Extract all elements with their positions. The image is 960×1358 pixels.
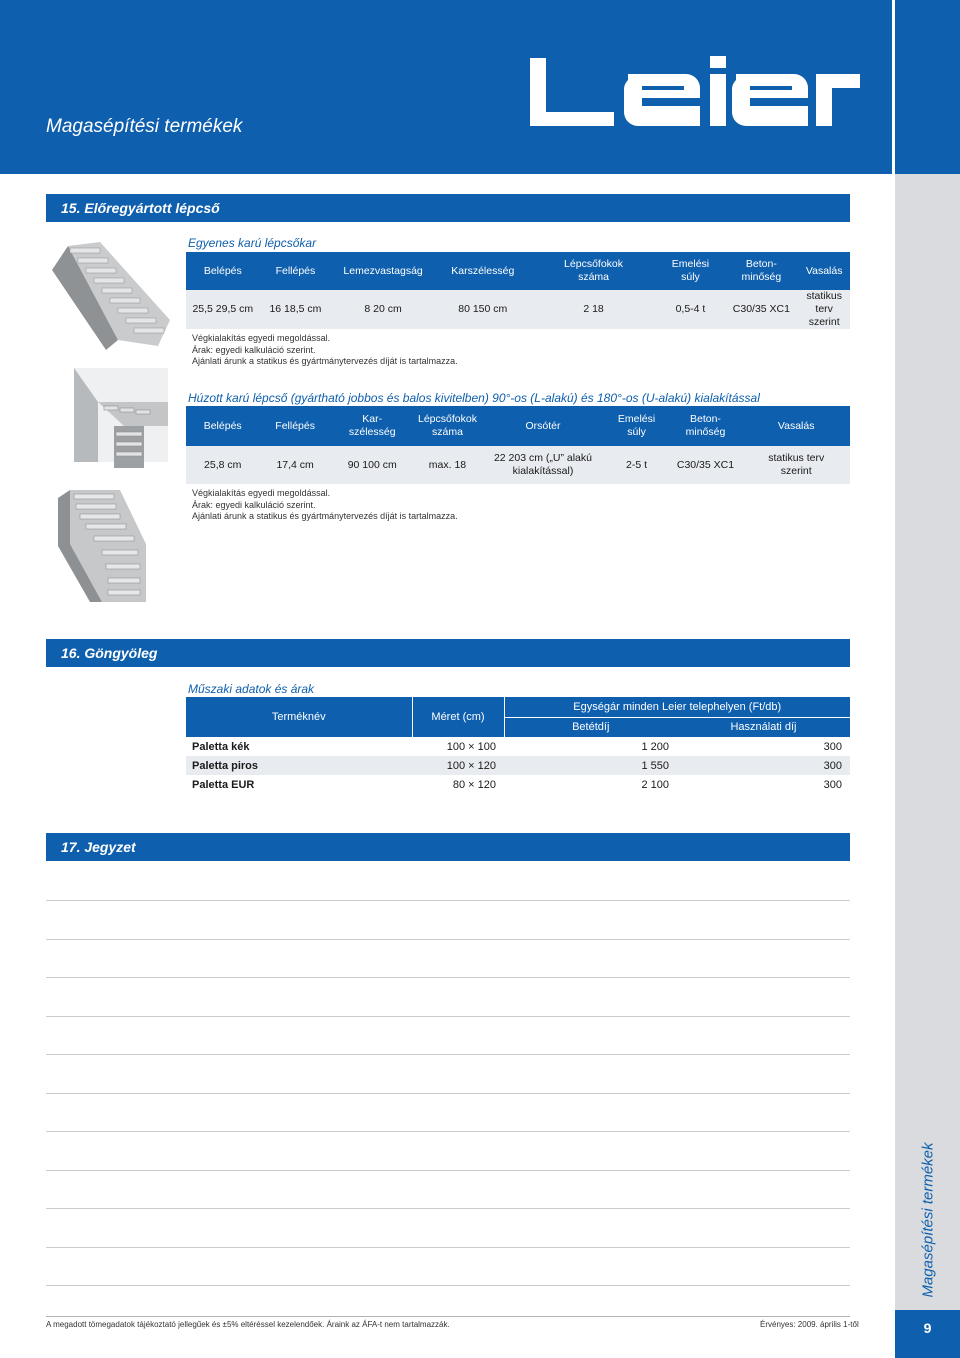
product-size: 100 × 100	[446, 740, 496, 753]
product-name: Paletta kék	[192, 740, 250, 753]
col-header: Vasalás	[742, 406, 850, 446]
pallet-subtitle: Műszaki adatok és árak	[188, 682, 315, 696]
product-fee: 300	[823, 778, 842, 791]
straight-stair-image	[48, 240, 180, 352]
curved-stair-subtitle: Húzott karú lépcső (gyártható jobbos és balos kivitelben) 90°-os (L-alakú) és 180°-os (U-alakú) kialakítással	[188, 391, 760, 405]
col-header: Emelési súly	[657, 252, 725, 290]
col-header: Beton-minőség	[724, 252, 798, 290]
section-16-title: 16. Göngyöleg	[46, 639, 850, 667]
table-cell: 80 150 cm	[435, 290, 531, 329]
product-name: Paletta EUR	[192, 778, 255, 791]
col-header: Lemezvastagság	[331, 252, 435, 290]
col-header: Emelési súly	[605, 406, 669, 446]
table-cell: 25,8 cm	[186, 446, 259, 484]
table-cell: 22 203 cm („U” alakú kialakítással)	[481, 446, 604, 484]
table-cell: C30/35 XC1	[724, 290, 798, 329]
table-cell: 25,5 29,5 cm	[186, 290, 260, 329]
col-header-unit-price: Egységár minden Leier telephelyen (Ft/db)	[504, 697, 850, 717]
footer-divider	[46, 1316, 850, 1317]
table-cell: max. 18	[414, 446, 482, 484]
page-header	[0, 0, 892, 174]
footer-disclaimer: A megadott tömegadatok tájékoztató jellegűek és ±5% eltéréssel kezelendőek. Áraink az ÁFA-t nem tartalmazzák.	[46, 1320, 450, 1329]
col-header: Belépés	[186, 406, 259, 446]
note-line	[46, 1131, 850, 1132]
col-header: Belépés	[186, 252, 260, 290]
col-header: Kar-szélesség	[331, 406, 414, 446]
product-deposit: 2 100	[641, 778, 669, 791]
col-header-usage-fee: Használati díj	[677, 717, 850, 737]
table-cell: 2 18	[531, 290, 657, 329]
curved-stair-notes: Végkialakítás egyedi megoldással. Árak: egyedi kalkuláció szerint. Ajánlati árunk a statikus és gyártmánytervezés díját is tartalmazza.	[192, 488, 458, 521]
curved-stair-l-image	[64, 362, 174, 470]
col-header: Fellépés	[260, 252, 332, 290]
table-cell: 90 100 cm	[331, 446, 414, 484]
note-line	[46, 1016, 850, 1017]
product-fee: 300	[823, 740, 842, 753]
straight-stair-table	[186, 252, 850, 329]
col-header: Lépcsőfokok száma	[531, 252, 657, 290]
page-title: Magasépítési termékek	[46, 116, 243, 137]
straight-stair-notes: Végkialakítás egyedi megoldással. Árak: egyedi kalkuláció szerint. Ajánlati árunk a statikus és gyártmánytervezés díját is tartalmazza.	[192, 333, 458, 366]
note-line	[46, 939, 850, 940]
footer-validity: Érvényes: 2009. április 1-től	[760, 1320, 859, 1329]
pallet-price-table	[186, 697, 850, 794]
table-row	[186, 756, 850, 775]
table-cell: statikus terv szerint	[798, 290, 850, 329]
page-number: 9	[895, 1310, 960, 1358]
table-cell: 2-5 t	[605, 446, 669, 484]
note-line	[46, 900, 850, 901]
table-cell: 0,5-4 t	[657, 290, 725, 329]
col-header: Karszélesség	[435, 252, 531, 290]
section-15-title: 15. Előregyártott lépcső	[46, 194, 850, 222]
note-line	[46, 1170, 850, 1171]
product-deposit: 1 200	[641, 740, 669, 753]
col-header-size: Méret (cm)	[412, 697, 504, 737]
col-header: Orsótér	[481, 406, 604, 446]
col-header-deposit: Betétdíj	[504, 717, 677, 737]
note-line	[46, 1208, 850, 1209]
curved-stair-table	[186, 406, 850, 484]
table-cell: 16 18,5 cm	[260, 290, 332, 329]
straight-stair-subtitle: Egyenes karú lépcsőkar	[188, 236, 317, 250]
note-line	[46, 977, 850, 978]
product-size: 100 × 120	[412, 756, 504, 775]
col-header: Vasalás	[798, 252, 850, 290]
product-deposit: 1 550	[504, 756, 677, 775]
col-header: Beton-minőség	[669, 406, 743, 446]
table-row	[186, 775, 850, 794]
curved-stair-u-image	[50, 484, 160, 606]
section-17-title: 17. Jegyzet	[46, 833, 850, 861]
note-line	[46, 1247, 850, 1248]
product-size: 80 × 120	[452, 778, 496, 791]
note-line	[46, 1093, 850, 1094]
note-line	[46, 1054, 850, 1055]
col-header: Fellépés	[259, 406, 330, 446]
table-cell: C30/35 XC1	[669, 446, 743, 484]
side-label: Magasépítési termékek	[919, 1142, 937, 1298]
product-name: Paletta piros	[186, 756, 412, 775]
col-header-name: Terméknév	[186, 697, 412, 737]
table-cell: 17,4 cm	[259, 446, 330, 484]
table-row	[186, 737, 850, 756]
leier-logo	[528, 52, 860, 132]
col-header: Lépcsőfokok száma	[414, 406, 482, 446]
product-fee: 300	[677, 756, 850, 775]
table-cell: 8 20 cm	[331, 290, 435, 329]
note-line	[46, 1285, 850, 1286]
table-cell: statikus terv szerint	[742, 446, 850, 484]
